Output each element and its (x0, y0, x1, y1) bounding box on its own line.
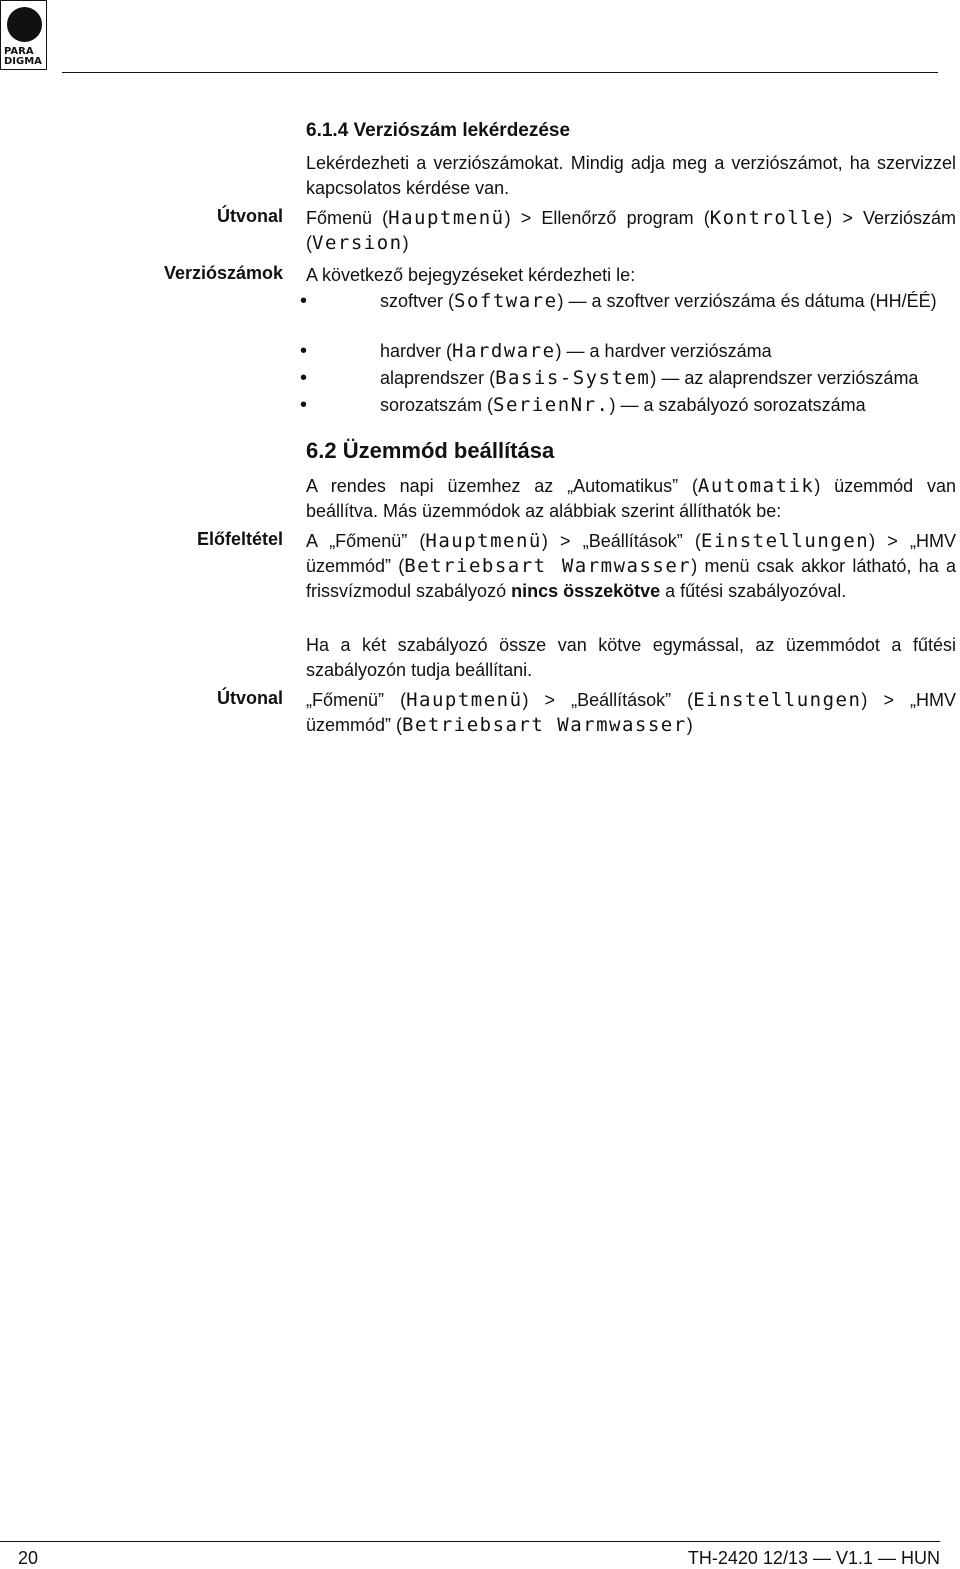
versions-label: Verziószámok (163, 263, 283, 283)
precondition-label: Előfeltétel (196, 529, 283, 549)
section-6-1-4-title: 6.1.4 Verziószám lekérdezése (306, 120, 571, 141)
route-label-1: Útvonal (216, 206, 283, 226)
route-label-2: Útvonal (216, 688, 283, 708)
versions-intro: A következő bejegyzéseket kérdezheti le: (306, 265, 636, 285)
list-item-software: • szoftver (Software) — a szoftver verziószáma és dátuma (HH/ÉÉ) (334, 289, 956, 314)
list-item-basis-system: • alaprendszer (Basis-System) — az alaprendszer verziószáma (334, 366, 956, 391)
precondition-text: A „Főmenü” (Hauptmenü) > „Beállítások” (Einstellungen) > „HMV üzemmód” (Betriebsart Warmwasser) menü csak akkor látható, ha a frissvízmodul szabályozó nincs összekötve a fűtési szabályozóval. (306, 530, 956, 601)
route-path-2: „Főmenü” (Hauptmenü) > „Beállítások” (Einstellungen) > „HMV üzemmód” (Betriebsart Warmwasser) (306, 689, 956, 736)
emphasis-not-connected: nincs összekötve (511, 581, 661, 601)
route-path-1: Főmenü (Hauptmenü) > Ellenőrző program (Kontrolle) > Verziószám (Version) (306, 207, 956, 254)
code-automatik: Automatik (697, 475, 815, 497)
section-6-2-title: 6.2 Üzemmód beállítása (306, 438, 555, 463)
list-item-serial: • sorozatszám (SerienNr.) — a szabályozó sorozatszáma (334, 393, 956, 418)
logo-circle (7, 7, 42, 42)
section-6-2-intro: A rendes napi üzemhez az „Automatikus” (Automatik) üzemmód van beállítva. Más üzemmódok az alábbiak szerint állíthatók be: (306, 475, 956, 521)
page-number: 20 (18, 1548, 39, 1568)
logo-text: PARA DIGMA (4, 46, 42, 67)
code-kontrolle: Kontrolle (709, 207, 827, 229)
connection-note: Ha a két szabályozó össze van kötve egymással, az üzemmódot a fűtési szabályozón tudja beállítani. (306, 635, 956, 680)
footer-rule (0, 1541, 940, 1542)
paradigma-logo (0, 0, 47, 70)
header-rule (62, 72, 938, 73)
document-reference: TH-2420 12/13 — V1.1 — HUN (687, 1548, 940, 1568)
section-6-1-4-intro: Lekérdezheti a verziószámokat. Mindig adja meg a verziószámot, ha szervizzel kapcsolatos kérdése van. (306, 153, 956, 198)
list-item-hardware: • hardver (Hardware) — a hardver verziószáma (334, 339, 956, 364)
code-version: Version (312, 232, 403, 254)
code-hauptmenu: Hauptmenü (388, 207, 505, 229)
